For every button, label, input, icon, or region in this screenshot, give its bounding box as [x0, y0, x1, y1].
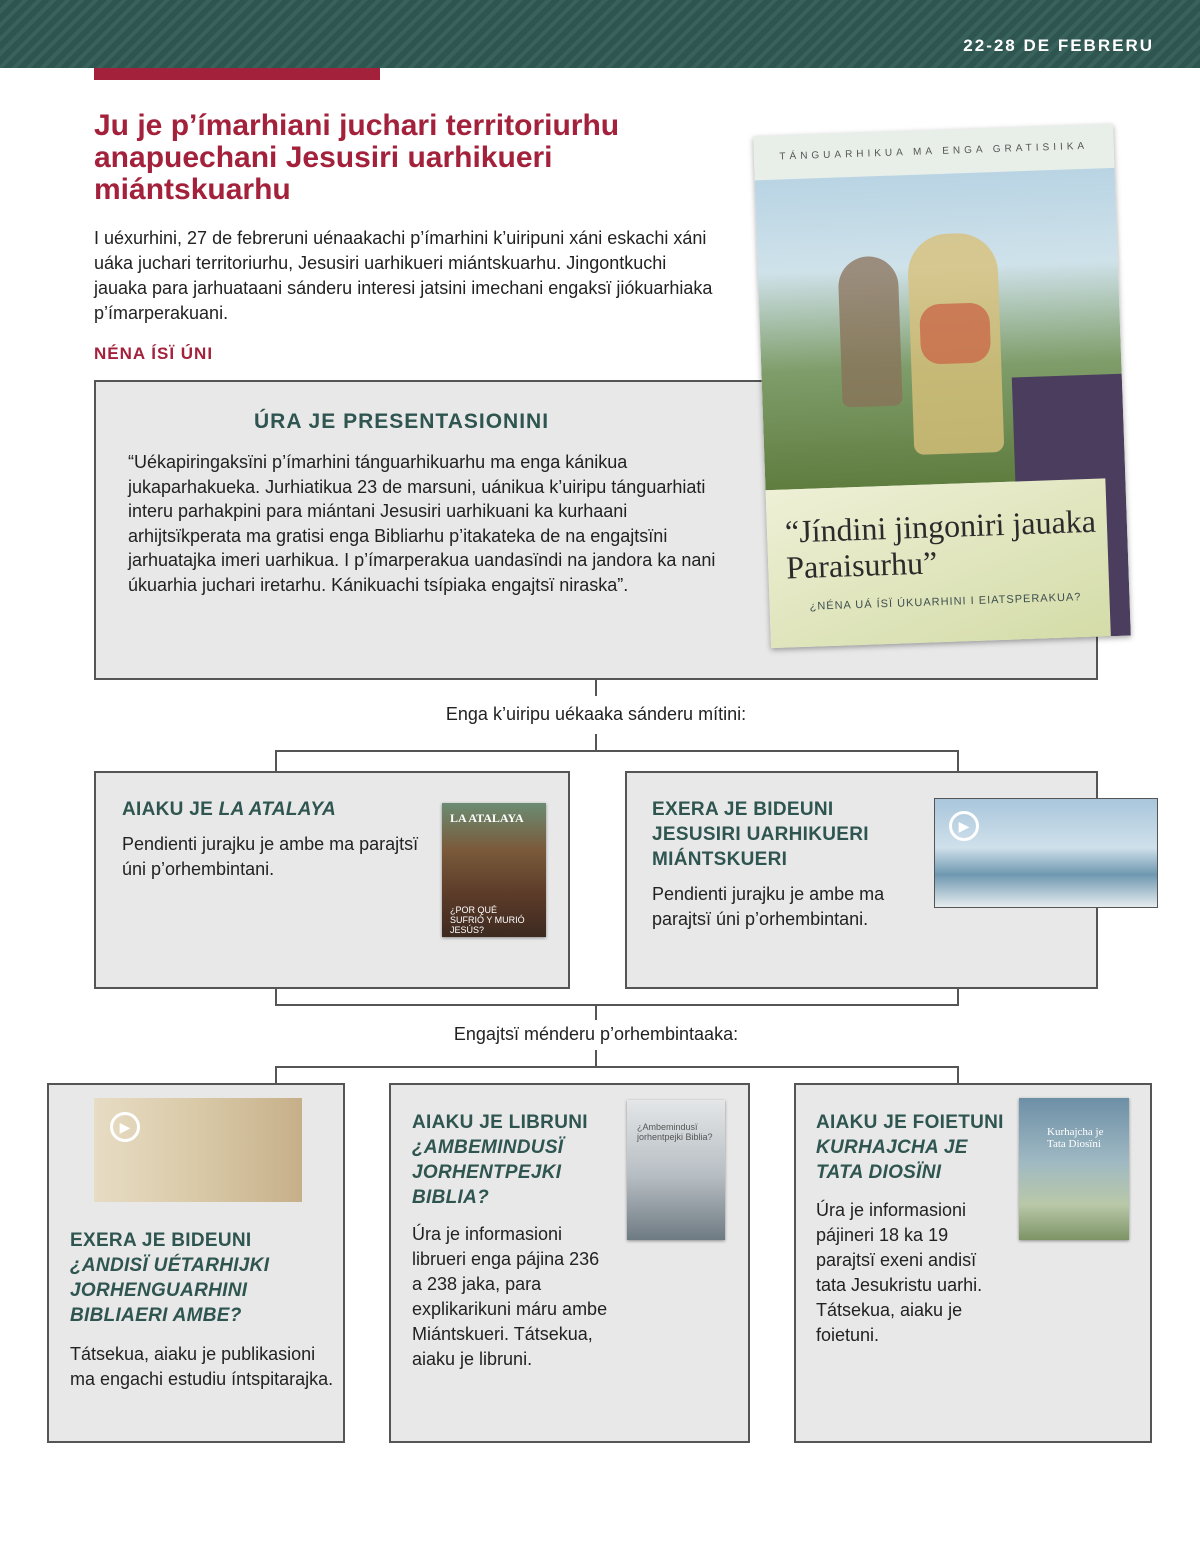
cover-subtitle: ¿NÉNA UÁ ÍSÏ ÚKUARHINI I EIATSPERAKUA?: [809, 591, 1082, 613]
cover-title: “Jíndini jingoniri jauaka Paraisurhu”: [784, 502, 1097, 586]
video-thumbnail-2[interactable]: [94, 1098, 302, 1202]
connector-label-1: Enga k’uiripu uékaaka sánderu mítini:: [445, 704, 747, 724]
atalaya-magazine-thumbnail[interactable]: [442, 803, 546, 937]
connector-line: [275, 1004, 959, 1006]
connector-line: [275, 750, 959, 752]
tract-thumb-caption: Kurhajcha je Tata Diosïni: [1047, 1126, 1104, 1150]
red-accent-bar: [94, 68, 380, 80]
card-video-2-title: EXERA JE BIDEUNI ¿ANDISÏ UÉTARHIJKI JORHENGUARHINI BIBLIAERI AMBE?: [70, 1230, 270, 1326]
intro-paragraph: I uéxurhini, 27 de febreruni uénaakachi p’ímarhini k’uiripuni xáni eskachi xáni uáka juchari territoriurhu, Jesusiri uarhikueri miántskuarhu. Jingontkuchi jauaka para jarhuataani sánderu interesi jatsini imechani engaksï jiókuarhiaka p’ímarperakuani.: [94, 228, 713, 323]
connector-line: [275, 1066, 277, 1084]
card-video-1-title: EXERA JE BIDEUNI JESUSIRI UARHIKUERI MIÁNTSKUERI: [652, 799, 869, 870]
connector-line: [595, 680, 597, 696]
card-tract-title: AIAKU JE FOIETUNI KURHAJCHA JE TATA DIOSÏNI: [816, 1112, 1004, 1183]
card-atalaya-text: Pendienti jurajku je ambe ma parajtsï úni p’orhembintani.: [122, 834, 419, 879]
header-bar: [0, 0, 1200, 68]
tract-thumbnail[interactable]: [1019, 1098, 1129, 1240]
atalaya-thumb-caption: ¿POR QUÉ SUFRIÓ Y MURIÓ JESÚS?: [450, 905, 525, 935]
book-thumbnail[interactable]: [627, 1100, 725, 1240]
book-thumb-caption: ¿Ambemindusï jorhentpejki Biblia?: [637, 1122, 713, 1142]
card-tract-text: Úra je informasioni pájineri 18 ka 19 parajtsï exeni andisï tata Jesukristu uarhi. Tátsekua, aiaku je foietuni.: [816, 1200, 983, 1345]
page-title: Ju je p’ímarhiani juchari territoriurhu anapuechani Jesusiri uarhikueri miántskuarhu: [94, 109, 620, 206]
atalaya-thumb-title: LA ATALAYA: [450, 811, 524, 825]
card-video-2-text: Tátsekua, aiaku je publikasioni ma engachi estudiu íntspitarajka.: [70, 1344, 334, 1389]
presentation-text: “Uékapiringaksïni p’ímarhini tánguarhikuarhu ma enga kánikua jukaparhakueka. Jurhiatikua 23 de marsuni, uánikua k’uiripu tánguarhiati interu parhakpini para miántani Jesusiri uarhikuani ka kurhaani arhijtsïkperata ma gratisi enga Bibliarhu p’itakateka de na engajtsïni jarhuatajka imeri uarhikua. I p’ímarperakua uandasïndi na jandora ka nani úkuarhia juchari iretarhu. Kánikuachi tsípiaka engajtsï niraska”.: [128, 452, 716, 595]
cover-top-text: TÁNGUARHIKUA MA ENGA GRATISIIKA: [753, 124, 1114, 181]
connector-line: [957, 750, 959, 772]
play-icon[interactable]: ▶: [949, 811, 979, 841]
card-video-1-text: Pendienti jurajku je ambe ma parajtsï úni p’orhembintani.: [652, 884, 885, 929]
video-thumbnail-1[interactable]: [934, 798, 1158, 908]
man-figure: [837, 255, 902, 407]
connector-line: [595, 1004, 597, 1020]
connector-line: [275, 1066, 959, 1068]
connector-line: [957, 1066, 959, 1084]
card-atalaya-title: AIAKU JE LA ATALAYA: [122, 799, 336, 820]
scarf-shape: [919, 302, 991, 364]
card-book-title: AIAKU JE LIBRUNI ¿AMBEMINDUSÏ JORHENTPEJKI BIBLIA?: [412, 1112, 588, 1208]
connector-label-2: Engajtsï ménderu p’orhembintaaka:: [453, 1024, 739, 1044]
week-date: 22-28 DE FEBRERU: [963, 36, 1154, 55]
card-book-text: Úra je informasioni librueri enga pájina 236 a 238 jaka, para explikarikuni máru ambe Miántskueri. Tátsekua, aiaku je libruni.: [412, 1224, 608, 1369]
connector-line: [275, 750, 277, 772]
section-label: NÉNA ÍSÏ ÚNI: [94, 344, 214, 363]
presentation-heading: ÚRA JE PRESENTASIONINI: [254, 410, 550, 433]
play-icon[interactable]: ▶: [110, 1112, 140, 1142]
brochure-cover[interactable]: [753, 124, 1131, 648]
